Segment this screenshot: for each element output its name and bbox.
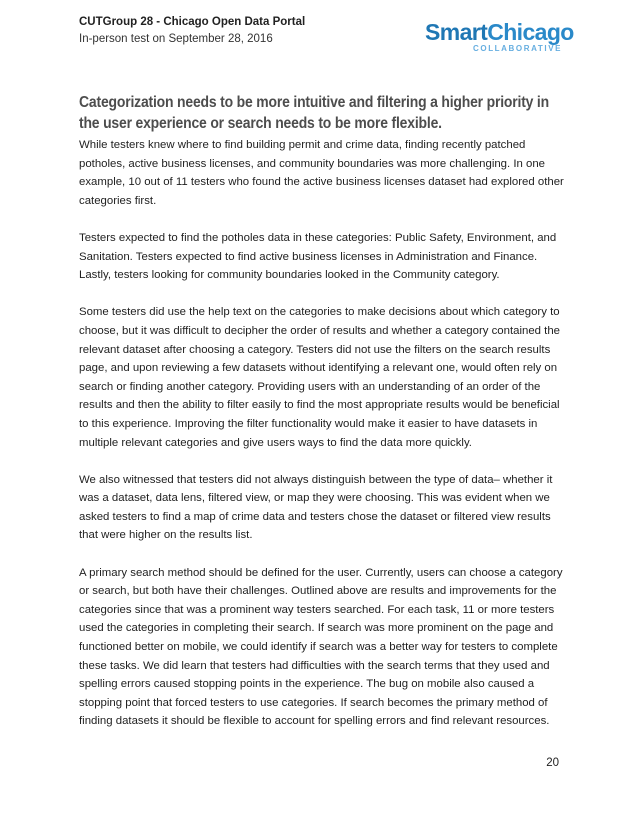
paragraph: We also witnessed that testers did not always distinguish between the type of data– whether it was a dataset, data lens, filtered view, or map they were choosing. This was evident when we asked testers to find a map of crime data and testers chose the dataset or filtered view results that were higher on the results list. xyxy=(79,473,553,542)
paragraph: While testers knew where to find building permit and crime data, finding recently patched potholes, active business licenses, and community boundaries was more challenging. In one example, 10 out of 11 testers who found the active business licenses dataset had explored other categories first. xyxy=(79,139,564,207)
logo-smart-text: Smart xyxy=(425,19,488,45)
logo-chicago-text: Chicago xyxy=(487,19,574,45)
paragraph: Testers expected to find the potholes data in these categories: Public Safety, Environment, and Sanitation. Testers expected to find active business licenses in Administration and Finance. Lastly, testers looking for community boundaries looked in the Community category. xyxy=(79,231,557,282)
body-text xyxy=(79,136,565,750)
paragraph: A primary search method should be defined for the user. Currently, users can choose a category or search, but both have their challenges. Outlined above are results and improvements for the categories since that was a prominent way testers searched. For each task, 11 or more testers used the categories in completing their search. If search was more prominent on the page and functioned better on mobile, we could identify if search was a better way for testers to complete these tasks. We did learn that testers had difficulties with the search terms that they used and spelling errors caused stopping points in the experience. The bug on mobile also caused a stopping point that forced testers to use categories. If search becomes the primary method of finding datasets it should be flexible to account for spelling errors and find relevant resources. xyxy=(79,566,563,728)
header-title: CUTGroup 28 - Chicago Open Data Portal xyxy=(79,16,306,28)
page-number: 20 xyxy=(546,757,559,769)
logo-wordmark xyxy=(425,19,574,45)
logo-collaborative-text: COLLABORATIVE xyxy=(473,44,563,53)
paragraph: Some testers did use the help text on the categories to make decisions about which category to choose, but it was difficult to decipher the order of results and whether a category contained the relevant dataset after choosing a category. Testers did not use the filters on the search results page, and upon reviewing a few datasets without identifying a relevant one, would often rely on search or finding another category. Providing users with an understanding of an order of the results and then the ability to filter easily to find the most appropriate results would be beneficial to this experience. Improving the filter functionality would make it easier to have datasets in multiple relevant categories and give users ways to find the data more quickly. xyxy=(79,306,561,449)
section-heading: Categorization needs to be more intuitive and filtering a higher priority in the user experience or search needs to be more flexible. xyxy=(79,94,549,132)
header-subtitle: In-person test on September 28, 2016 xyxy=(79,33,273,45)
smart-chicago-logo xyxy=(425,19,574,63)
